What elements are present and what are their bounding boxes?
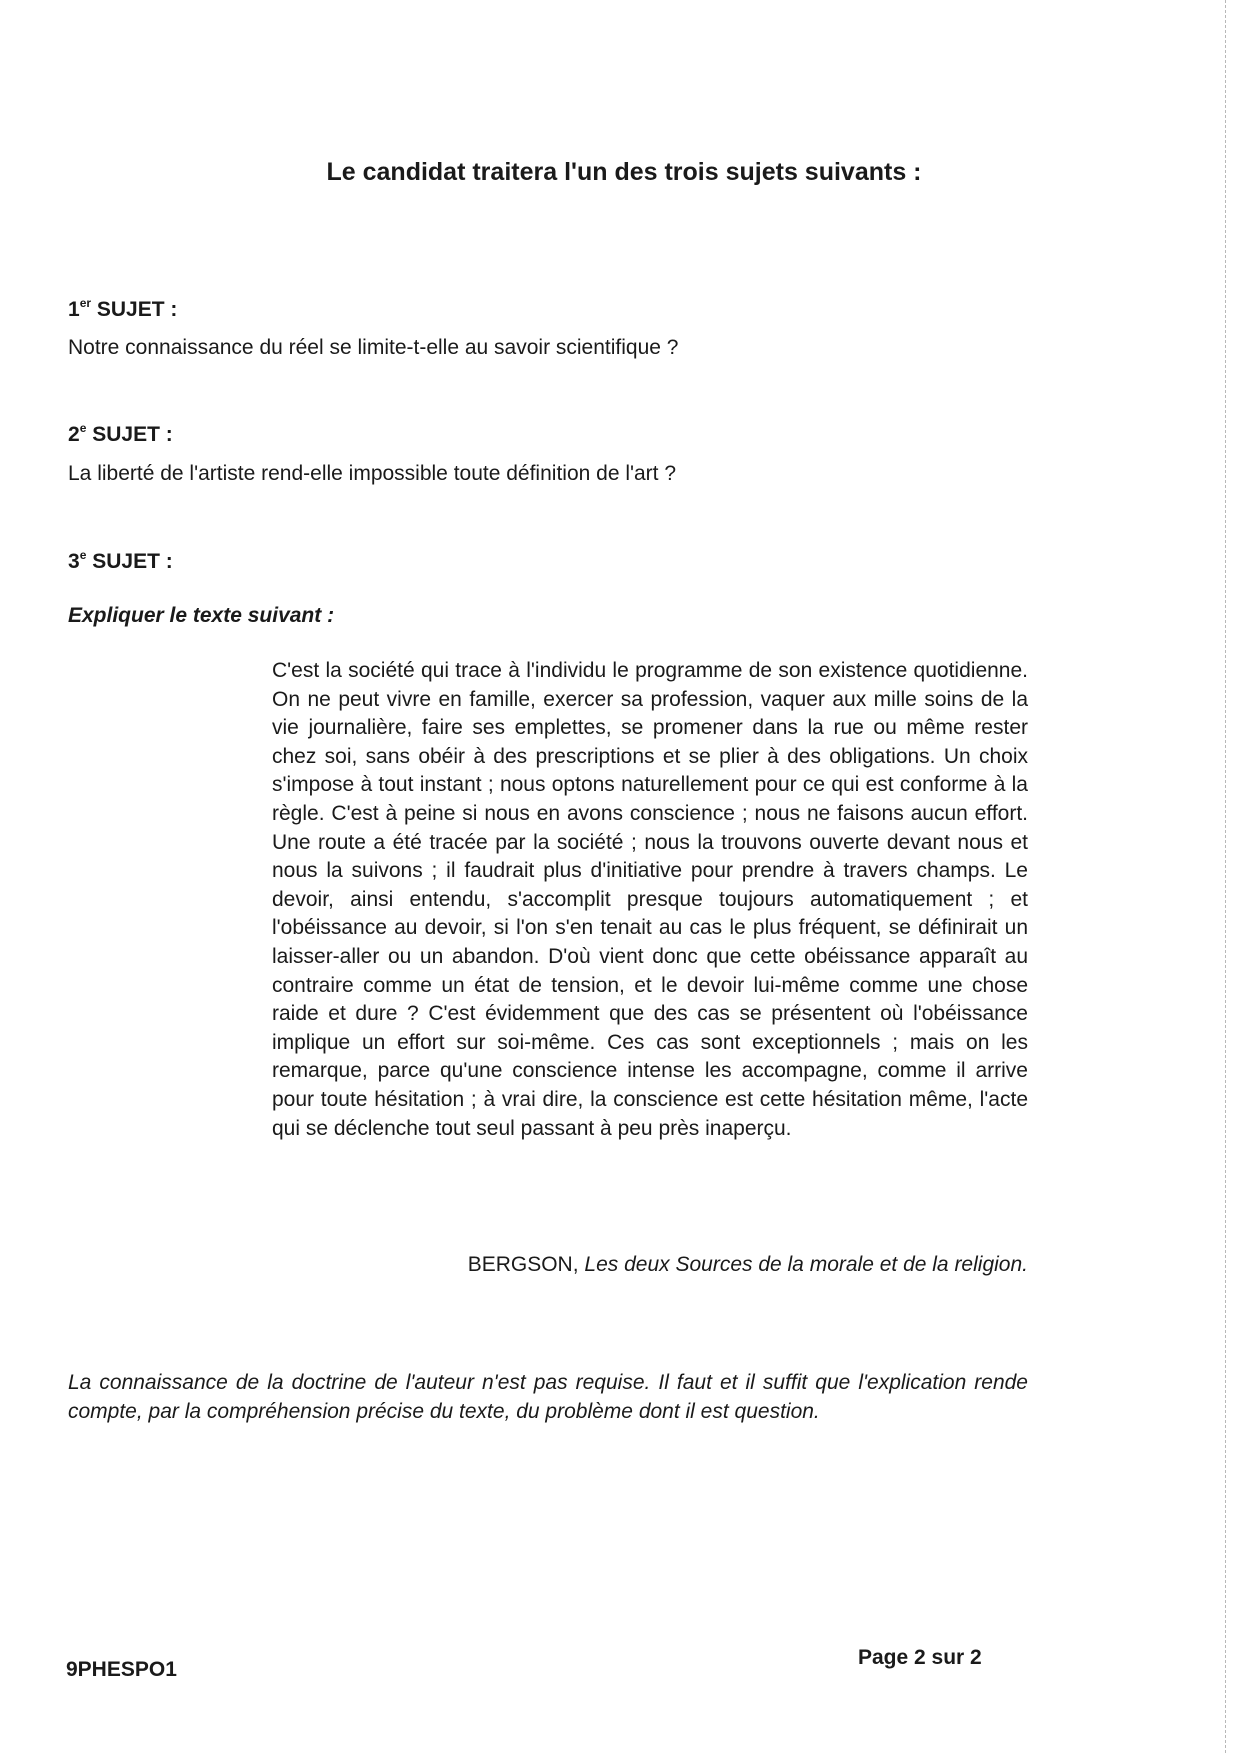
sujet-2-question: La liberté de l'artiste rend-elle impossible toute définition de l'art ? (68, 462, 677, 485)
sujet-1-label: SUJET : (96, 298, 178, 321)
instruction-note: La connaissance de la doctrine de l'auteur n'est pas requise. Il faut et il suffit que l'explication rende compte, par la compréhension précise du texte, du problème dont il est question. (68, 1371, 1028, 1423)
footer-page-number: Page 2 sur 2 (858, 1646, 982, 1669)
sujet-1-question: Notre connaissance du réel se limite-t-elle au savoir scientifique ? (68, 336, 679, 359)
citation-work: Les deux Sources de la morale et de la religion. (584, 1253, 1028, 1276)
text-passage: C'est la société qui trace à l'individu le programme de son existence quotidienne. On ne peut vivre en famille, exercer sa profession, vaquer aux mille soins de la vie journalière, faire ses emplettes, se promener dans la rue ou même rester chez soi, sans obéir à des prescriptions et se plier à des obligations. Un choix s'impose à tout instant ; nous optons naturellement pour ce qui est conforme à la règle. C'est à peine si nous en avons conscience ; nous ne faisons aucun effort. Une route a été tracée par la société ; nous la trouvons ouverte devant nous et nous la suivons ; il faudrait plus d'initiative pour prendre à travers champs. Le devoir, ainsi entendu, s'accomplit presque toujours automatiquement ; et l'obéissance au devoir, si l'on s'en tenait au cas le plus fréquent, se définirait un laisser-aller ou un abandon. D'où vient donc que cette obéissance apparaît au contraire comme un état de tension, et le devoir lui-même comme une chose raide et dure ? C'est évidemment que des cas se présentent où l'obéissance implique un effort sur soi-même. Ces cas sont exceptionnels ; mais on les remarque, parce qu'une conscience intense les accompagne, comme il arrive pour toute hésitation ; à vrai dire, la conscience est cette hésitation même, l'acte qui se déclenche tout seul passant à peu près inaperçu. (272, 659, 1028, 1140)
sujet-2-ordinal: e (79, 421, 87, 435)
sujet-3-label: SUJET : (92, 550, 173, 573)
sujet-3-number: 3 (68, 550, 80, 573)
footer-exam-code: 9PHESPO1 (66, 1658, 177, 1681)
citation (468, 1253, 1028, 1277)
sujet-3-heading (68, 549, 173, 574)
page-title: Le candidat traitera l'un des trois sujets suivants : (326, 158, 922, 186)
sujet-3-instruction: Expliquer le texte suivant : (68, 604, 335, 627)
sujet-1-ordinal: er (79, 296, 92, 310)
sujet-1-number: 1 (68, 298, 80, 321)
sujet-2-label: SUJET : (92, 423, 173, 446)
sujet-2-heading (68, 422, 173, 447)
sujet-3-ordinal: e (79, 548, 87, 562)
scan-edge-line (1225, 0, 1226, 1753)
sujet-2-number: 2 (68, 423, 80, 446)
citation-author: BERGSON, (467, 1253, 579, 1276)
sujet-1-heading (68, 297, 177, 322)
